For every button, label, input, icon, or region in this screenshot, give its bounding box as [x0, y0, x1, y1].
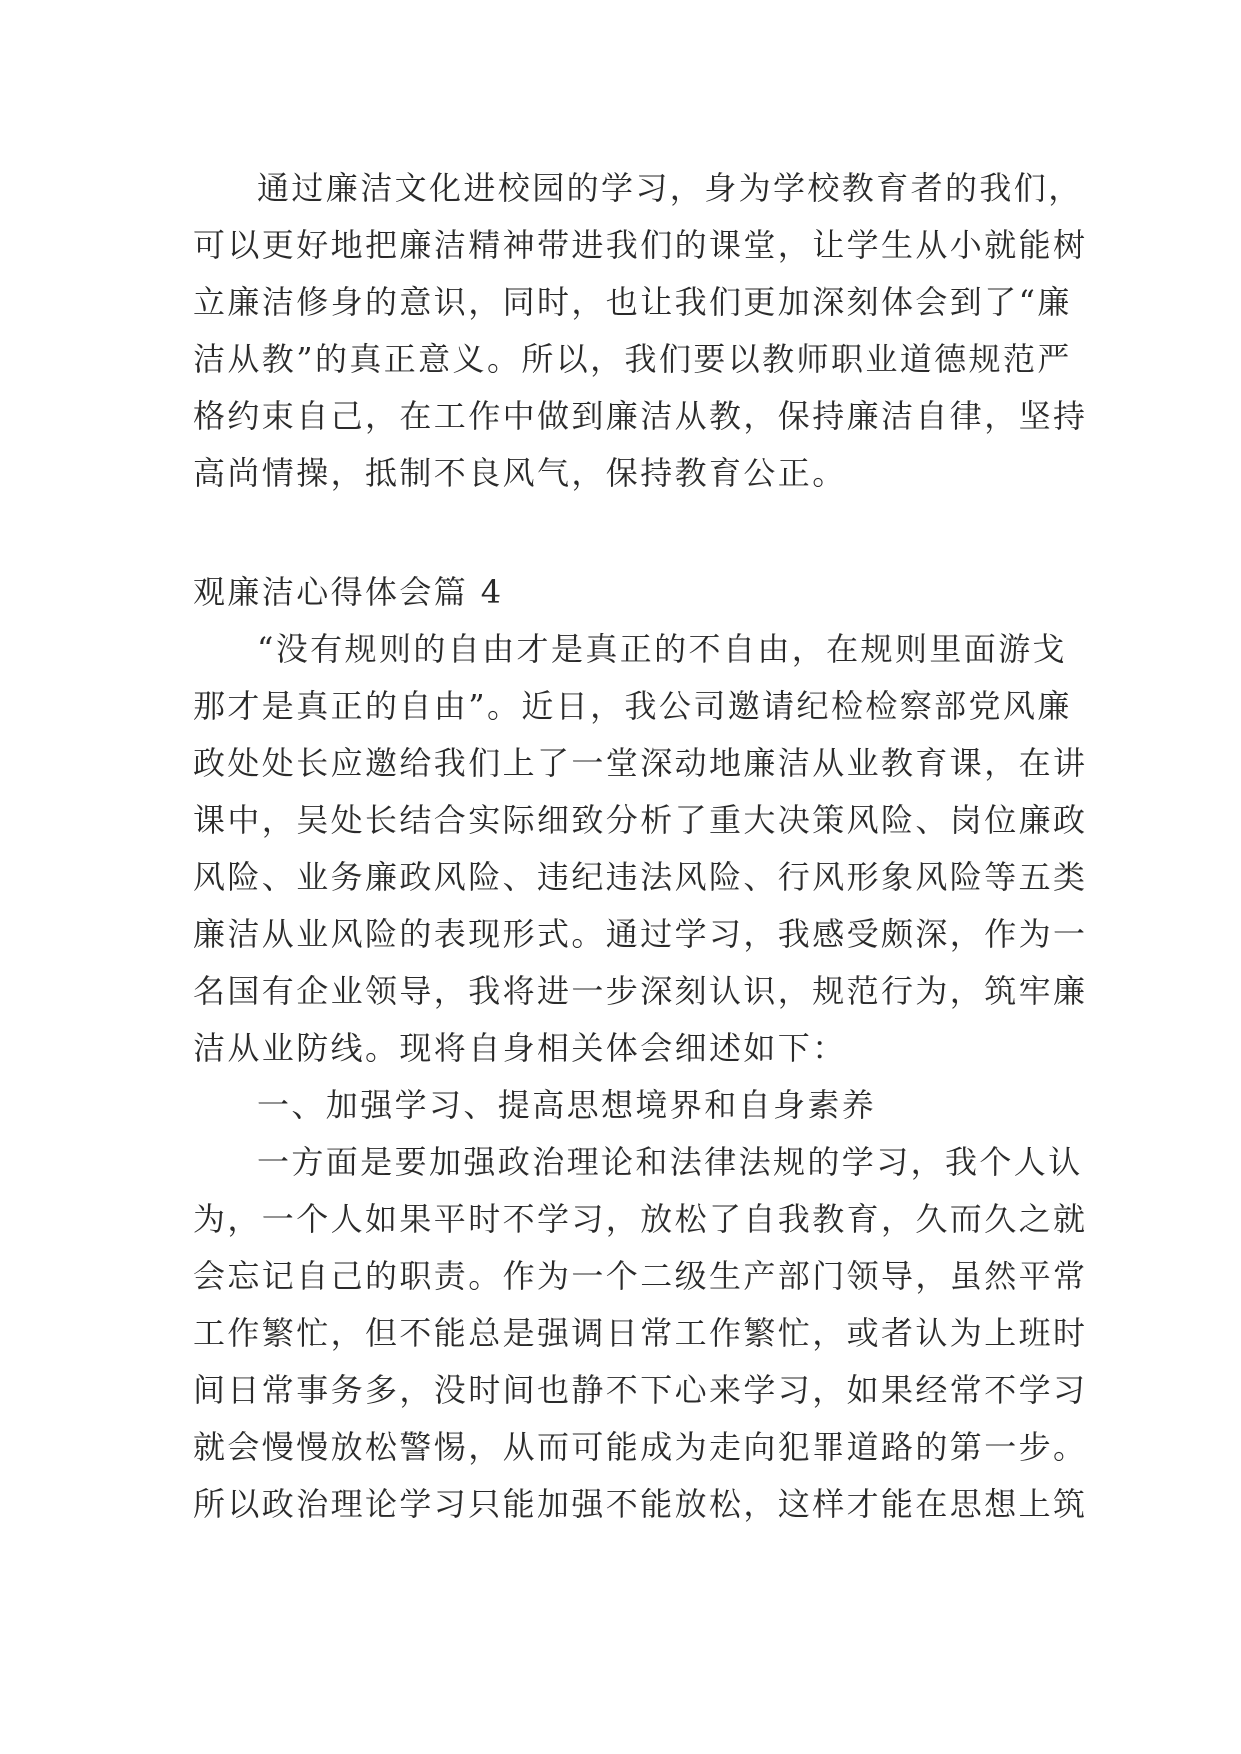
paragraph-3-line-6: 就会慢慢放松警惕，从而可能成为走向犯罪道路的第一步。 [193, 1428, 1088, 1466]
paragraph-1-line-3: 立廉洁修身的意识，同时，也让我们更加深刻体会到了“廉 [193, 283, 1072, 321]
paragraph-2-line-8: 洁从业防线。现将自身相关体会细述如下： [193, 1029, 847, 1067]
section-title: 观廉洁心得体会篇 4 [193, 573, 504, 611]
paragraph-2-line-1: “没有规则的自由才是真正的不自由，在规则里面游戈 [257, 630, 1067, 668]
paragraph-3-line-5: 间日常事务多，没时间也静不下心来学习，如果经常不学习 [193, 1371, 1088, 1409]
paragraph-3-line-4: 工作繁忙，但不能总是强调日常工作繁忙，或者认为上班时 [193, 1314, 1088, 1352]
paragraph-1-line-5: 格约束自己，在工作中做到廉洁从教，保持廉洁自律，坚持 [193, 397, 1088, 435]
paragraph-1-line-1: 通过廉洁文化进校园的学习，身为学校教育者的我们， [257, 169, 1083, 207]
paragraph-2-line-3: 政处处长应邀给我们上了一堂深动地廉洁从业教育课，在讲 [193, 744, 1088, 782]
subheading-1: 一、加强学习、提高思想境界和自身素养 [257, 1086, 877, 1124]
paragraph-1-line-2: 可以更好地把廉洁精神带进我们的课堂，让学生从小就能树 [193, 226, 1088, 264]
paragraph-2-line-6: 廉洁从业风险的表现形式。通过学习，我感受颇深，作为一 [193, 915, 1088, 953]
paragraph-2-line-4: 课中，吴处长结合实际细致分析了重大决策风险、岗位廉政 [193, 801, 1088, 839]
paragraph-1-line-4: 洁从教”的真正意义。所以，我们要以教师职业道德规范严 [193, 340, 1072, 378]
paragraph-1-line-6: 高尚情操，抵制不良风气，保持教育公正。 [193, 454, 847, 492]
paragraph-2-line-7: 名国有企业领导，我将进一步深刻认识，规范行为，筑牢廉 [193, 972, 1088, 1010]
paragraph-2-line-2: 那才是真正的自由”。近日，我公司邀请纪检检察部党风廉 [193, 687, 1072, 725]
paragraph-3-line-3: 会忘记自己的职责。作为一个二级生产部门领导，虽然平常 [193, 1257, 1088, 1295]
paragraph-2-line-5: 风险、业务廉政风险、违纪违法风险、行风形象风险等五类 [193, 858, 1088, 896]
paragraph-3-line-7: 所以政治理论学习只能加强不能放松，这样才能在思想上筑 [193, 1485, 1088, 1523]
paragraph-3-line-1: 一方面是要加强政治理论和法律法规的学习，我个人认 [257, 1143, 1083, 1181]
paragraph-3-line-2: 为，一个人如果平时不学习，放松了自我教育，久而久之就 [193, 1200, 1088, 1238]
